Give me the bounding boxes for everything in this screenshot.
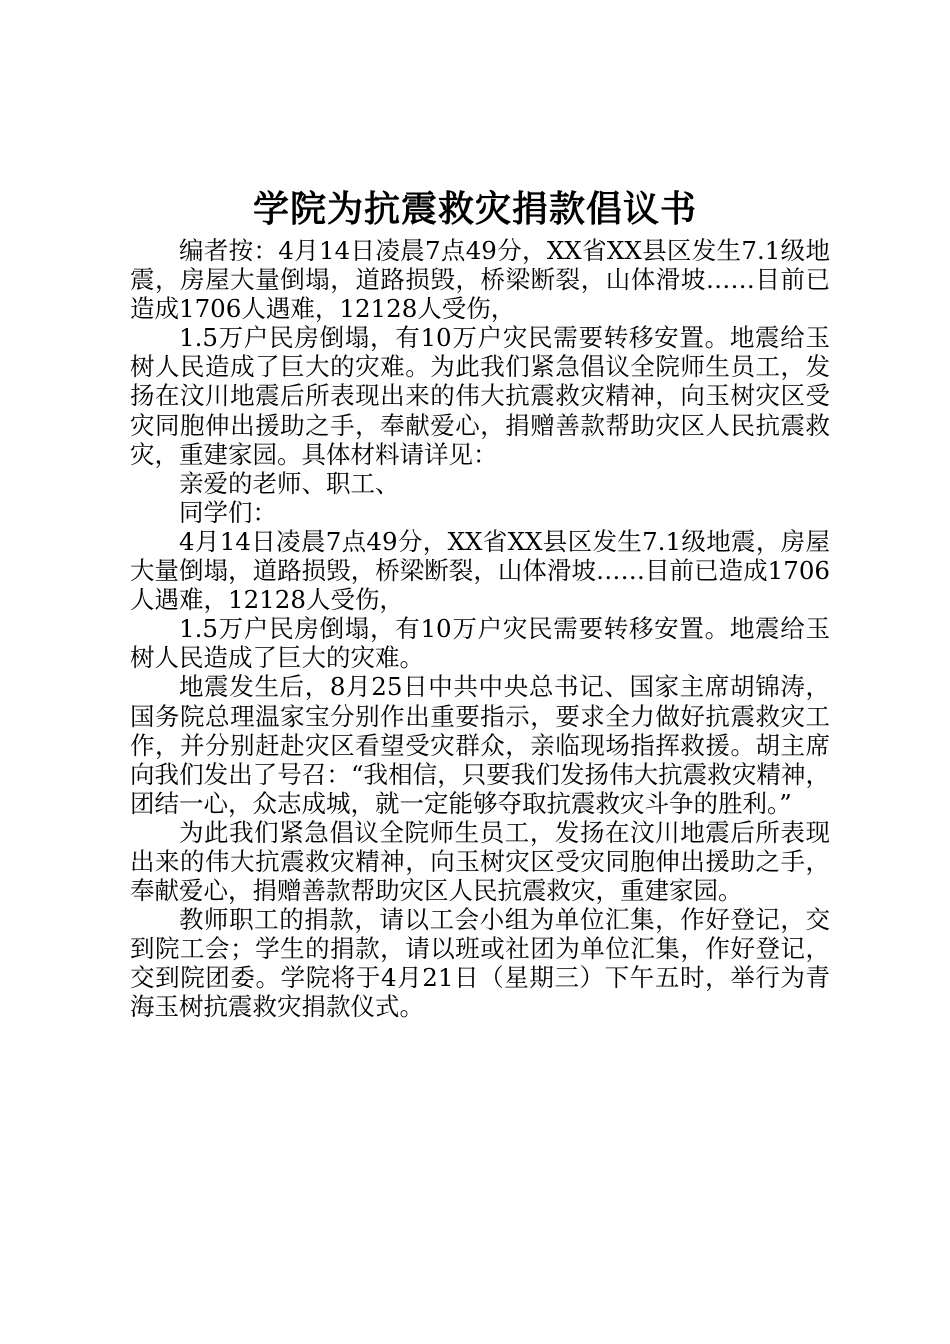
paragraph: 教师职工的捐款，请以工会小组为单位汇集，作好登记，交到院工会；学生的捐款，请以班或社团为单位汇集，作好登记，交到院团委。学院将于4月21日（星期三）下午五时，举行为青海玉树抗震救灾捐款仪式。	[130, 905, 830, 1022]
paragraph: 地震发生后，8月25日中共中央总书记、国家主席胡锦涛，国务院总理温家宝分别作出重要指示，要求全力做好抗震救灾工作，并分别赶赴灾区看望受灾群众，亲临现场指挥救援。胡主席向我们发出了号召：“我相信，只要我们发扬伟大抗震救灾精神，团结一心，众志成城，就一定能够夺取抗震救灾斗争的胜利。”	[130, 672, 830, 818]
document-title: 学院为抗震救灾捐款倡议书	[252, 189, 697, 230]
paragraph: 1.5万户民房倒塌，有10万户灾民需要转移安置。地震给玉树人民造成了巨大的灾难。为此我们紧急倡议全院师生员工，发扬在汶川地震后所表现出来的伟大抗震救灾精神，向玉树灾区受灾同胞伸出援助之手，奉献爱心，捐赠善款帮助灾区人民抗震救灾，重建家园。具体材料请详见：	[130, 323, 830, 469]
salutation-line: 同学们：	[179, 497, 277, 527]
paragraph: 为此我们紧急倡议全院师生员工，发扬在汶川地震后所表现出来的伟大抗震救灾精神，向玉树灾区受灾同胞伸出援助之手，奉献爱心，捐赠善款帮助灾区人民抗震救灾，重建家园。	[130, 817, 830, 906]
salutation-line: 亲爱的老师、职工、	[179, 468, 400, 498]
paragraph-editor-note: 编者按：4月14日凌晨7点49分，XX省XX县区发生7.1级地震，房屋大量倒塌，道路损毁，桥梁断裂，山体滑坡……目前已造成1706人遇难，12128人受伤，	[130, 236, 830, 324]
paragraph: 4月14日凌晨7点49分，XX省XX县区发生7.1级地震，房屋大量倒塌，道路损毁，桥梁断裂，山体滑坡……目前已造成1706人遇难，12128人受伤，	[130, 526, 830, 615]
document-body	[130, 236, 830, 1022]
paragraph: 1.5万户民房倒塌，有10万户灾民需要转移安置。地震给玉树人民造成了巨大的灾难。	[130, 614, 830, 673]
